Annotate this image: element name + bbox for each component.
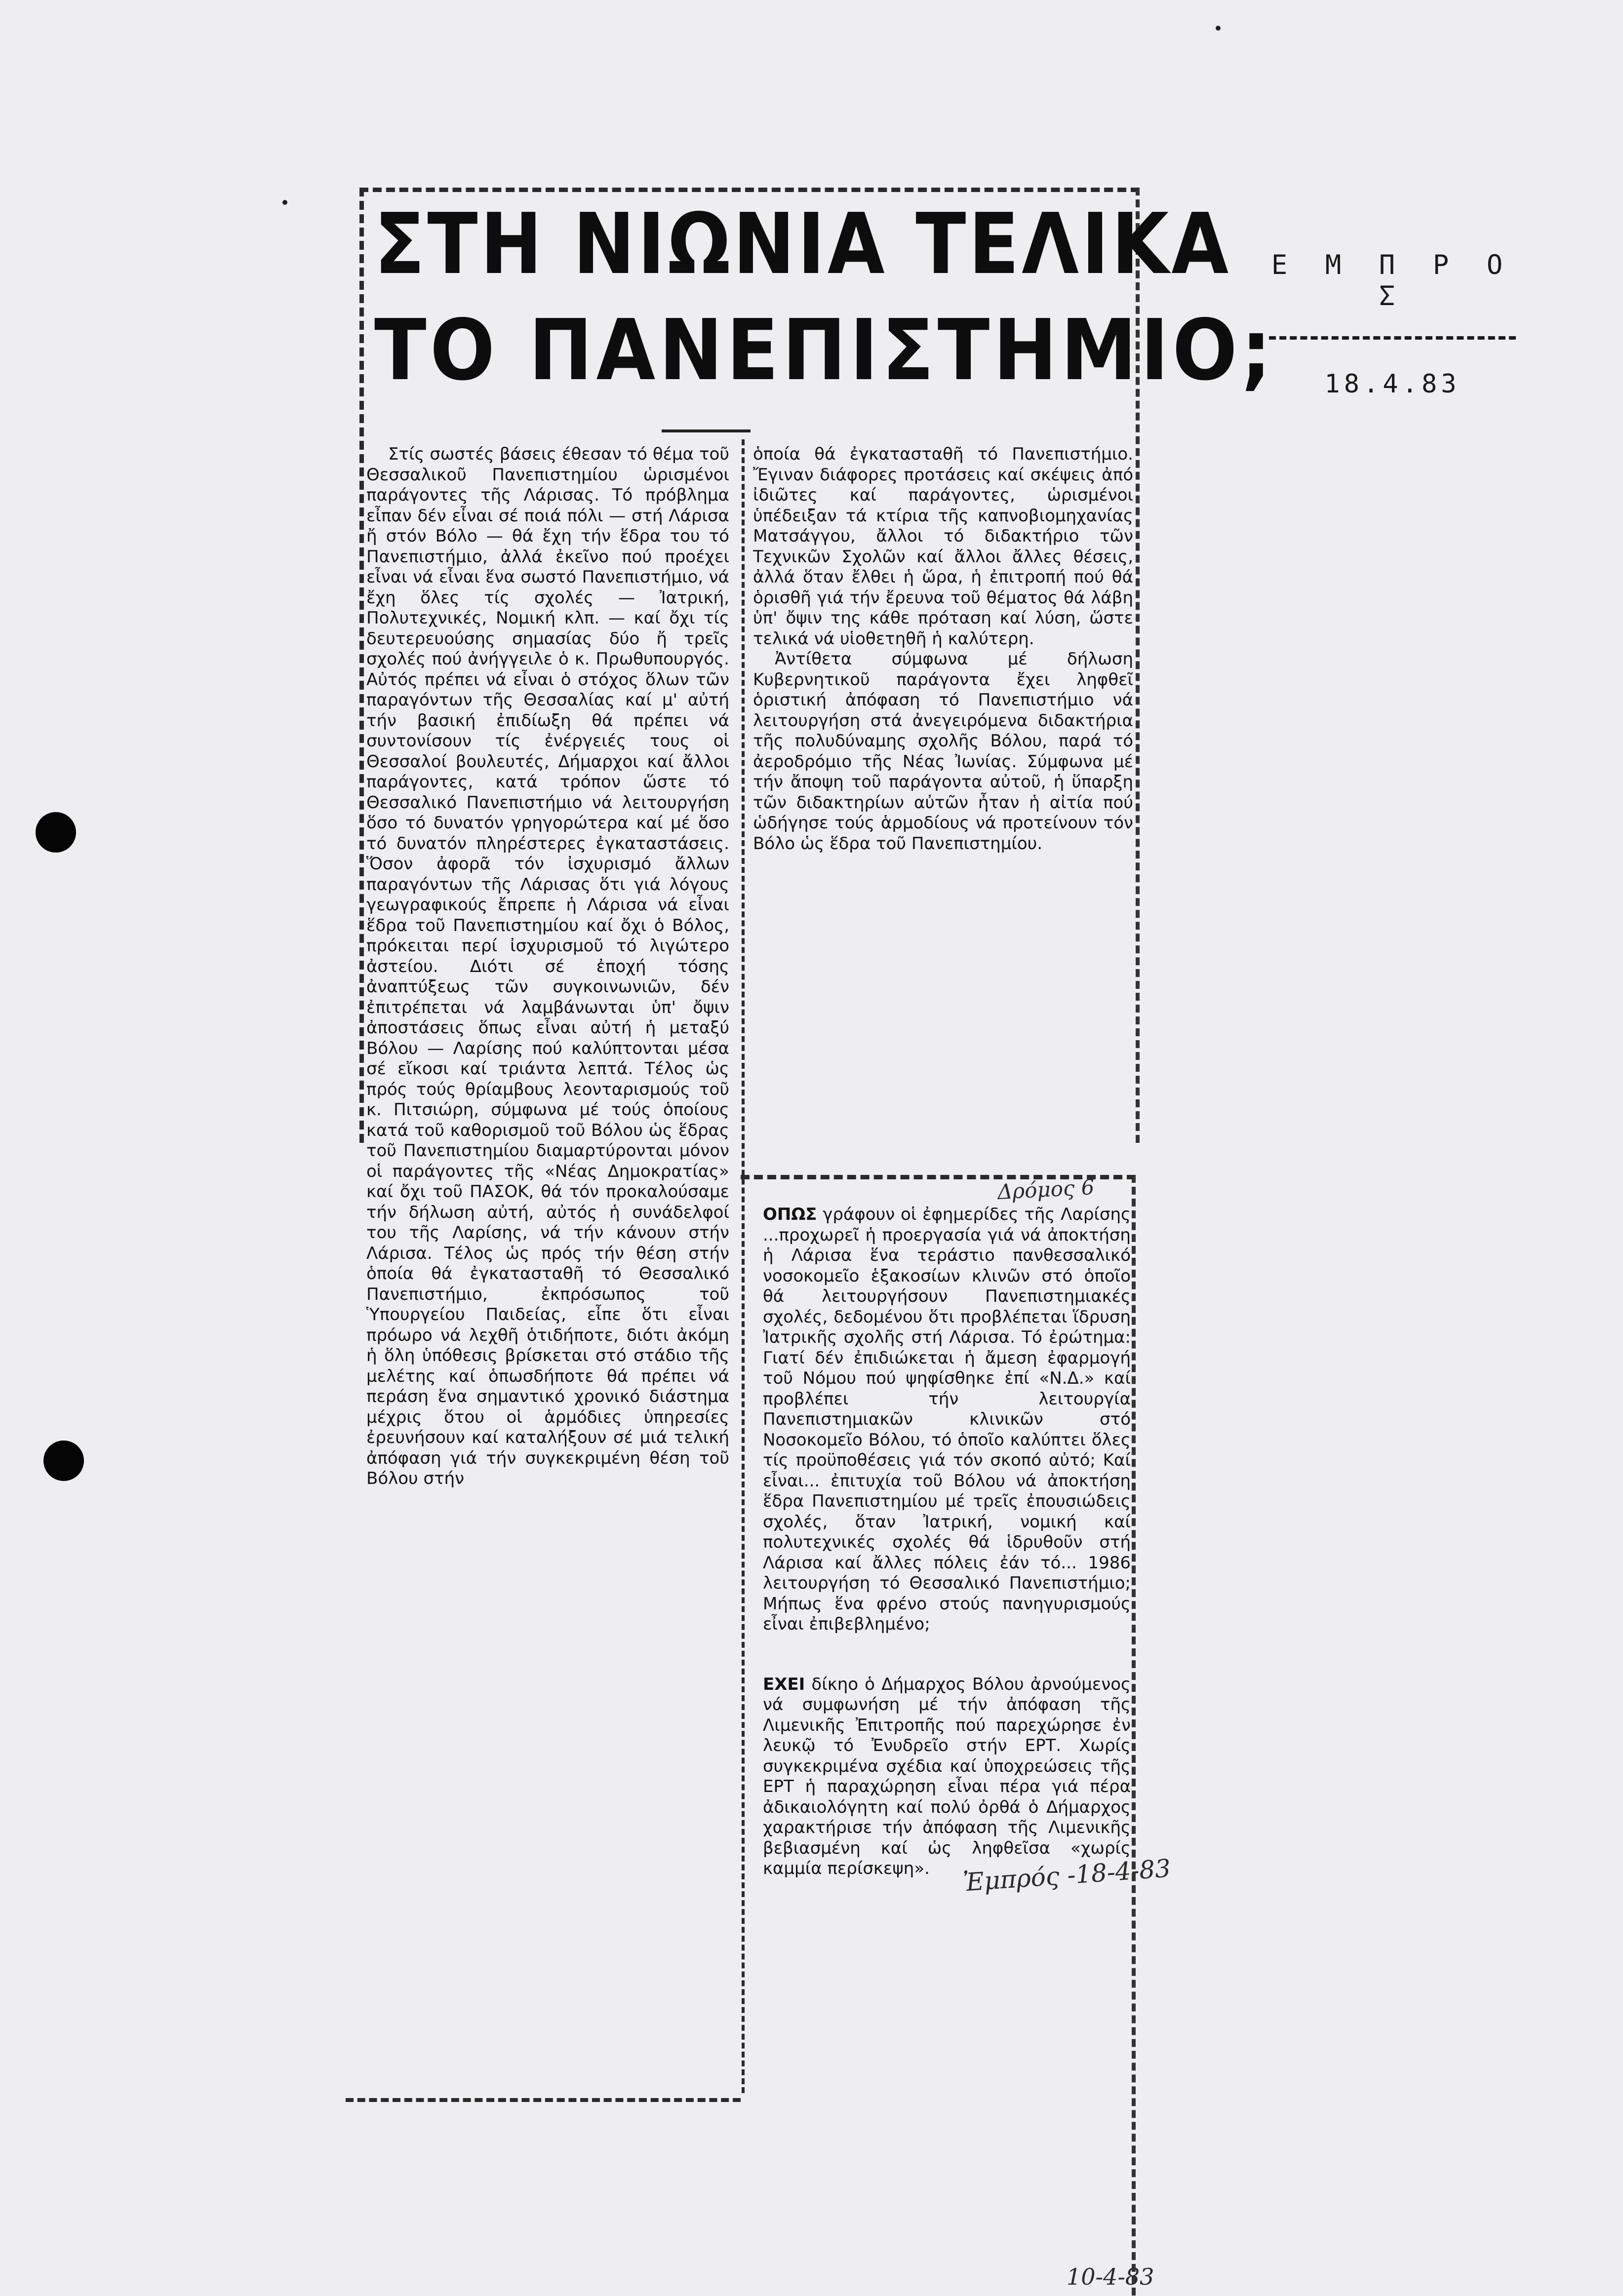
- punch-hole-top: [36, 812, 76, 853]
- paragraph: [763, 1674, 1131, 1879]
- scan-speck: [1216, 26, 1221, 31]
- dashed-underline: [1269, 336, 1516, 340]
- paragraph: [763, 1205, 1131, 1635]
- clipping-border-bottom: [346, 2098, 741, 2102]
- headline-rule: [662, 429, 751, 432]
- handwritten-note-bottom: 10-4-83: [1067, 2263, 1154, 2290]
- publication-date: 18.4.83: [1324, 369, 1461, 399]
- lead-caps: ΟΠΩΣ: [763, 1205, 817, 1224]
- source-annotation: [1264, 249, 1521, 399]
- newspaper-name: Ε Μ Π Ρ Ο Σ: [1271, 249, 1514, 311]
- paragraph: Ἀντίθετα σύμφωνα μέ δήλωση Κυβερνητικοῦ παράγοντα ἔχει ληφθεῖ ὁριστική ἀπόφαση τό Πανεπιστήμιο νά λειτουργήση στά ἀνεγειρόμενα διδακτήρια τῆς πολυδύναμης σχολῆς Βόλου, παρά τό ἀεροδρόμιο τῆς Νέας Ἰωνίας. Σύμφωνα μέ τήν ἄποψη τοῦ παράγοντα αὐτοῦ, ἡ ὕπαρξη τῶν διδακτηρίων αὐτῶν ἦταν ἡ αἰτία πού ὡδήγησε τούς ἁρμοδίους νά προτείνουν τόν Βόλο ὡς ἕδρα τοῦ Πανεπιστημίου.: [753, 649, 1133, 854]
- headline-line-1: ΣΤΗ ΝΙΩΝΙΑ ΤΕΛΙΚΑ: [374, 195, 1231, 293]
- article-column-3: [763, 1205, 1131, 2291]
- handwritten-note-middle: Ἐμπρός -18-4-83: [962, 1854, 1172, 1897]
- handwritten-note-top: Δρόμος 6: [996, 1174, 1095, 1205]
- article-column-2: [753, 444, 1133, 1138]
- paragraph: Στίς σωστές βάσεις έθεσαν τό θέμα τοῦ Θεσσαλικοῦ Πανεπιστημίου ὡρισμένοι παράγοντες τῆς Λάρισας. Τό πρόβλημα εἶπαν δέν εἶναι σέ ποιά πόλι — στή Λάρισα ἤ στόν Βόλο — θά ἔχη τήν ἕδρα του τό Πανεπιστήμιο, ἀλλά ἐκεῖνο πού προέχει εἶναι νά εἶναι ἕνα σωστό Πανεπιστήμιο, νά ἔχη ὅλες τίς σχολές — Ἰατρική, Πολυτεχνικές, Νομική κλπ. — καί ὄχι τίς δευτερευούσης σημασίας δύο ἤ τρεῖς σχολές πού ἀνήγγειλε ὁ κ. Πρωθυπουργός. Αὐτός πρέπει νά εἶναι ὁ στόχος ὅλων τῶν παραγόντων τῆς Θεσσαλίας καί μ' αὐτή τήν βασική ἐπιδίωξη θά πρέπει νά συντονίσουν τίς ἐνέργειές τους οἱ Θεσσαλοί βουλευτές, Δήμαρχοι καί ἄλλοι παράγοντες, κατά τρόπον ὥστε τό Θεσσαλικό Πανεπιστήμιο νά λειτουργήση ὅσο τό δυνατόν γρηγορώτερα καί μέ ὅσο τό δυνατόν πληρέστερες ἐγκαταστάσεις. Ὅσον ἀφορᾶ τόν ἰσχυρισμό ἄλλων παραγόντων τῆς Λάρισας ὅτι γιά λόγους γεωγραφικούς ἔπρεπε ἡ Λάρισα νά εἶναι ἕδρα τοῦ Πανεπιστημίου καί ὄχι ὁ Βόλος, πρόκειται περί ἰσχυρισμοῦ τό λιγώτερο ἀστείου. Διότι σέ ἐποχή τόσης ἀναπτύξεως τῶν συγκοινωνιῶν, δέν ἐπιτρέπεται νά λαμβάνωνται ὑπ' ὄψιν ἀποστάσεις ὅπως εἶναι αὐτή ἡ μεταξύ Βόλου — Λαρίσης πού καλύπτονται μέσα σέ εἴκοσι καί τριάντα λεπτά. Τέλος ὡς πρός τούς θρίαμβους λεονταρισμούς τοῦ κ. Πιτσιώρη, σύμφωνα μέ τούς ὁποίους κατά τοῦ καθορισμοῦ τοῦ Βόλου ὡς ἕδρας τοῦ Πανεπιστημίου διαμαρτύρονται μόνον οἱ παράγοντες τῆς «Νέας Δημοκρατίας» καί ὄχι τοῦ ΠΑΣΟΚ, θά τόν προκαλούσαμε τήν δήλωση αὐτή, αὐτός ἡ συνάδελφοί του τῆς Λαρίσης, νά τήν κάνουν στήν Λάρισα. Τέλος ὡς πρός τήν θέση στήν ὁποία θά ἐγκατασταθῆ τό Θεσσαλικό Πανεπιστήμιο, ἐκπρόσωπος τοῦ Ὑπουργείου Παιδείας, εἶπε ὅτι εἶναι πρόωρο νά λεχθῆ ὁτιδήποτε, διότι ἀκόμη ἡ ὅλη ὑπόθεσις βρίσκεται στό στάδιο τῆς μελέτης καί ὁπωσδήποτε θά πρέπει νά περάση ἕνα σημαντικό χρονικό διάστημα μέχρις ὅτου οἱ ἁρμόδιες ὑπηρεσίες ἐρευνήσουν καί καταλήξουν σέ μιά τελική ἀπόφαση γιά τήν συγκεκριμένη θέση τοῦ Βόλου στήν: [366, 444, 729, 1488]
- punch-hole-bottom: [43, 1440, 84, 1481]
- paragraph-text: γράφουν οἱ ἐφημερίδες τῆς Λαρίσης ...προχωρεῖ ἡ προεργασία γιά νά ἀποκτήση ἡ Λάρισα ἕνα τεράστιο πανθεσσαλικό νοσοκομεῖο ἑξακοσίων κλινῶν στό ὁποῖο θά λειτουργήσουν Πανεπιστημιακές σχολές, δεδομένου ὅτι προβλέπεται ἵδρυση Ἰατρικῆς σχολῆς στή Λάρισα. Τό ἐρώτημα: Γιατί δέν ἐπιδιώκεται ἡ ἄμεση ἐφαρμογή τοῦ Νόμου πού ψηφίσθηκε ἐπί «Ν.Δ.» καί προβλέπει τήν λειτουργία Πανεπιστημιακῶν κλινικῶν στό Νοσοκομεῖο Βόλου, τό ὁποῖο καλύπτει ὅλες τίς προϋποθέσεις γιά τόν σκοπό αὐτό; Καί εἶναι... ἐπιτυχία τοῦ Βόλου νά ἀποκτήση ἕδρα Πανεπιστημίου μέ τρεῖς ἐπουσιώδεις σχολές, ὅταν Ἰατρική, νομική καί πολυτεχνικές σχολές θά ἱδρυθοῦν στή Λάρισα καί ἄλλες πόλεις ἐάν τό... 1986 λειτουργήση τό Θεσσαλικό Πανεπιστήμιο; Μήπως ἕνα φρένο στούς πανηγυρισμούς εἶναι ἐπιβεβλημένο;: [763, 1205, 1131, 1634]
- paragraph-text: δίκηο ὁ Δήμαρχος Βόλου ἀρνούμενος νά συμφωνήση μέ τήν ἀπόφαση τῆς Λιμενικῆς Ἐπιτροπῆς πού παρεχώρησε ἐν λευκῷ τό Ἐνυδρεῖο στήν ΕΡΤ. Χωρίς συγκεκριμένα σχέδια καί ὑποχρεώσεις τῆς ΕΡΤ ἡ παραχώρηση εἶναι πέρα γιά πέρα ἀδικαιολόγητη καί πολύ ὀρθά ὁ Δήμαρχος χαρακτήρισε τήν ἀπόφαση τῆς Λιμενικῆς βεβιασμένη καί ὡς ληφθεῖσα «χωρίς καμμία περίσκεψη».: [763, 1674, 1131, 1878]
- article-column-1: [366, 444, 729, 2096]
- headline-line-2: ΤΟ ΠΑΝΕΠΙΣΤΗΜΙΟ;: [374, 302, 1275, 399]
- paragraph: ὁποία θά ἐγκατασταθῆ τό Πανεπιστήμιο. Ἔγιναν διάφορες προτάσεις καί σκέψεις ἀπό ἰδιῶτες καί παράγοντες, ὡρισμένοι ὑπέδειξαν τά κτίρια τῆς καπνοβιομηχανίας Ματσάγγου, ἄλλοι τό διδακτήριο τῶν Τεχνικῶν Σχολῶν καί ἄλλοι ἄλλες θέσεις, ἀλλά ὅταν ἔλθει ἡ ὥρα, ἡ ἐπιτροπή πού θά ὁρισθῆ γιά τήν ἔρευνα τοῦ θέματος θά λάβη ὑπ' ὄψιν της κάθε πρόταση καί λύση, ὥστε τελικά νά υἱοθετηθῆ ἡ καλύτερη.: [753, 444, 1133, 649]
- scan-speck: [282, 200, 287, 205]
- lead-caps: ΕΧΕΙ: [763, 1674, 805, 1694]
